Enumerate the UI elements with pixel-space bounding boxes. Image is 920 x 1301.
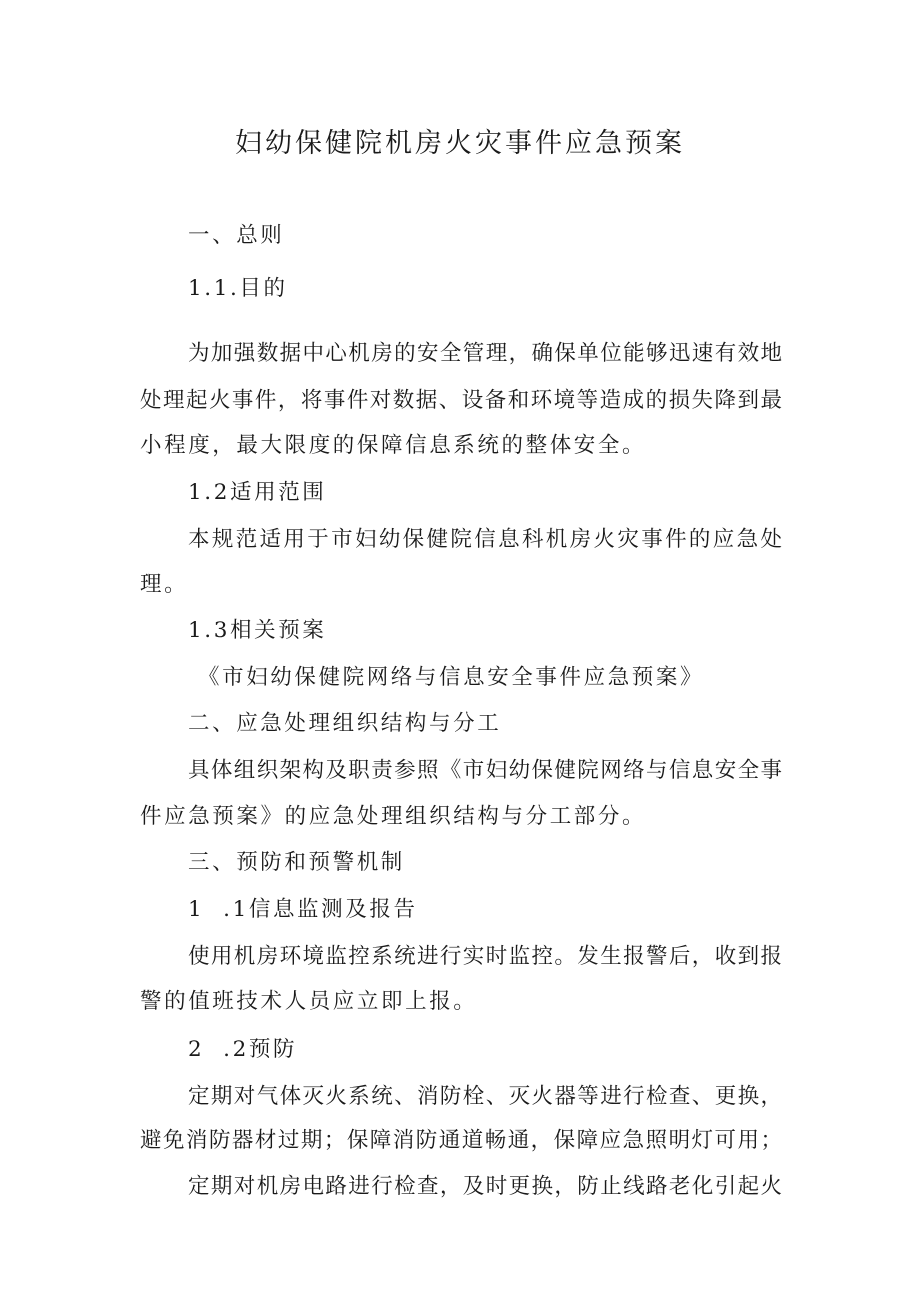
paragraph-line: 本规范适用于市妇幼保健院信息科机房火灾事件的应急处 [188,527,782,552]
paragraph-line: 件应急预案》的应急处理组织结构与分工部分。 [140,804,647,829]
paragraph-line: 避免消防器材过期；保障消防通道畅通，保障应急照明灯可用； [140,1128,782,1153]
paragraph-line: 警的值班技术人员应立即上报。 [140,989,478,1014]
subsection-heading-scope: 1.2适用范围 [188,480,327,505]
subsection-heading-purpose: 1.1.目的 [188,276,288,301]
section-heading-organization: 二、应急处理组织结构与分工 [188,711,502,736]
paragraph-line: 理。 [140,572,189,597]
subsection-heading-monitoring: 1 .1信息监测及报告 [188,897,418,922]
paragraph-line: 定期对机房电路进行检查，及时更换，防止线路老化引起火 [188,1174,782,1199]
paragraph-line: 定期对气体灭火系统、消防栓、灭火器等进行检查、更换， [188,1084,782,1109]
paragraph-line: 为加强数据中心机房的安全管理，确保单位能够迅速有效地 [188,341,782,366]
subsection-heading-related-plans: 1.3相关预案 [188,618,327,643]
section-heading-prevention: 三、预防和预警机制 [188,850,405,875]
paragraph-line: 处理起火事件，将事件对数据、设备和环境等造成的损失降到最 [140,388,782,413]
document-title: 妇幼保健院机房火灾事件应急预案 [235,128,685,159]
paragraph-line: 使用机房环境监控系统进行实时监控。发生报警后，收到报 [188,944,782,969]
paragraph-line: 《市妇幼保健院网络与信息安全事件应急预案》 [198,665,705,690]
paragraph-line: 具体组织架构及职责参照《市妇幼保健院网络与信息安全事 [188,758,782,783]
section-heading-general: 一、总则 [188,223,285,248]
subsection-heading-prevention: 2 .2预防 [188,1037,298,1062]
paragraph-line: 小程度，最大限度的保障信息系统的整体安全。 [140,433,647,458]
